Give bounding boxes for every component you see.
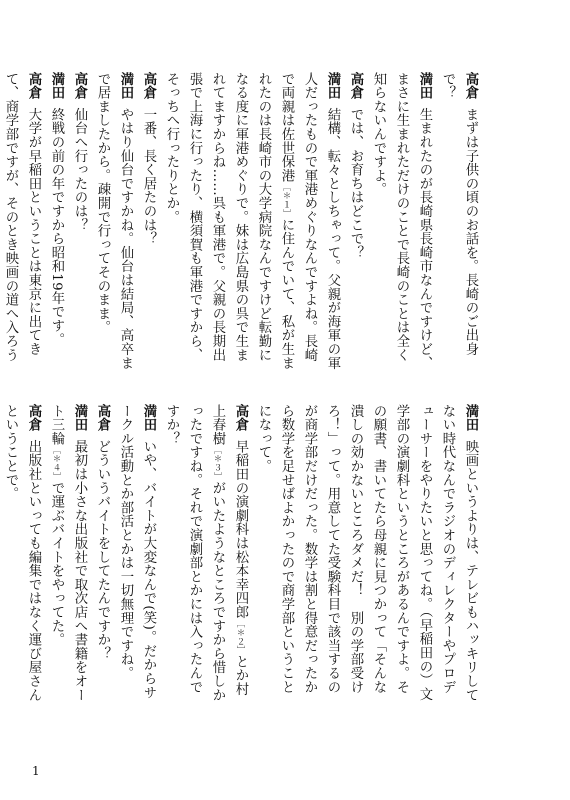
dialogue-line xyxy=(160,72,344,372)
dialogue-text: 終戦の前の年ですから昭和19年です。 xyxy=(49,107,64,347)
dialogue-text: 仙台へ行ったのは？ xyxy=(72,107,87,232)
dialogue-text: 早稲田の演劇科は松本幸四郎 xyxy=(233,439,248,620)
footnote-marker: ［＊２］ xyxy=(235,619,245,655)
dialogue-line xyxy=(137,72,160,372)
dialogue-line xyxy=(45,72,68,372)
dialogue-line xyxy=(45,404,91,704)
dialogue-text: 映画というよりは、テレビもハッキリしてない時代なんでラジオのディレクターやプロデューサーをやりたいと思ってね。（早稲田の）文学部の演劇科というところがあるんですよ。その願書、書いてたら母親に見つかって「そんな潰しの効かないところダメだ！ 別の学部受けろ！」って。用意してた受験科目で該当するのが商学部だけだった。数学は割と得意だったから数学を足せばよかったので商学部ということになって。 xyxy=(256,404,478,702)
dialogue-line xyxy=(68,72,91,372)
dialogue-line xyxy=(252,404,482,704)
dialogue-text: に住んでいて、私が生まれたのは長崎市の大学病院なんですけど転勤になる度に軍港めぐりで。妹は広島県の呉で生まれてますからね……呉も軍港で。父親の長期出張で上海に行ったり、横須賀も軍港ですから、そっちへ行ったりとか。 xyxy=(164,72,294,370)
dialogue-line xyxy=(0,72,45,372)
dialogue-line xyxy=(91,404,114,704)
speaker-name: 高倉 xyxy=(463,72,478,100)
dialogue-line xyxy=(367,72,436,372)
speaker-name: 高倉 xyxy=(26,404,41,432)
dialogue-text: で運ぶバイトをやってた。 xyxy=(49,481,64,647)
lower-text-block xyxy=(3,404,482,704)
dialogue-text: 出版社といっても編集ではなく運び屋さんということで。 xyxy=(3,404,41,702)
footnote-marker: ［＊４］ xyxy=(51,445,61,482)
dialogue-line xyxy=(91,72,137,372)
speaker-name: 満田 xyxy=(325,72,340,100)
dialogue-text: がいたようなところですから惜しかったですね。それで演劇部とかには入ったんですか？ xyxy=(164,404,225,702)
dialogue-text: とか村上春樹 xyxy=(210,404,248,697)
speaker-name: 高倉 xyxy=(141,72,156,100)
upper-text-block xyxy=(3,72,482,372)
dialogue-text: どういうバイトをしてたんですか？ xyxy=(95,439,110,661)
dialogue-text: いや、バイトが大変なんで(笑)。だからサークル活動とか部活とかは一切無理ですね。 xyxy=(118,404,156,700)
dialogue-text: やはり仙台ですかね。仙台は結局、高卒まで居ましたから。疎開で行ってそのまま。 xyxy=(95,72,133,370)
speaker-name: 高倉 xyxy=(72,72,87,100)
page-number: 1 xyxy=(32,764,40,778)
dialogue-text: 最初は小さな出版社で取次店へ書籍をオート三輪 xyxy=(49,404,87,702)
speaker-name: 満田 xyxy=(72,404,87,432)
dialogue-text: 大学が早稲田ということは東京に出てきて、商学部ですが、そのとき映画の道へ入ろう xyxy=(3,72,41,362)
dialogue-text: 一番、長く居たのは？ xyxy=(141,107,156,246)
dialogue-line xyxy=(114,404,160,704)
dialogue-text: では、お育ちはどこで？ xyxy=(348,107,363,260)
speaker-name: 満田 xyxy=(417,72,432,100)
dialogue-line xyxy=(160,404,252,704)
speaker-name: 満田 xyxy=(141,404,156,432)
footnote-marker: ［＊３］ xyxy=(212,445,222,482)
dialogue-text: まずは子供の頃のお話を。長崎のご出身で？ xyxy=(440,72,478,357)
speaker-name: 高倉 xyxy=(26,72,41,100)
dialogue-text: 生まれたのが長崎県長崎市なんですけど、まさに生まれただけのことで長崎のことは全く知らないんですよ。 xyxy=(371,72,432,370)
dialogue-line xyxy=(0,404,45,704)
speaker-name: 高倉 xyxy=(348,72,363,100)
speaker-name: 満田 xyxy=(49,72,64,100)
speaker-name: 満田 xyxy=(118,72,133,100)
dialogue-line xyxy=(436,72,482,372)
speaker-name: 満田 xyxy=(463,404,478,432)
dialogue-line xyxy=(344,72,367,372)
speaker-name: 高倉 xyxy=(95,404,110,432)
speaker-name: 高倉 xyxy=(233,404,248,432)
dialogue-text: 結構、転々としちゃって。父親が海軍の軍人だったもので軍港めぐりなんですよね。長崎で両親は佐世保港 xyxy=(279,72,340,370)
footnote-marker: ［＊１］ xyxy=(281,182,291,219)
